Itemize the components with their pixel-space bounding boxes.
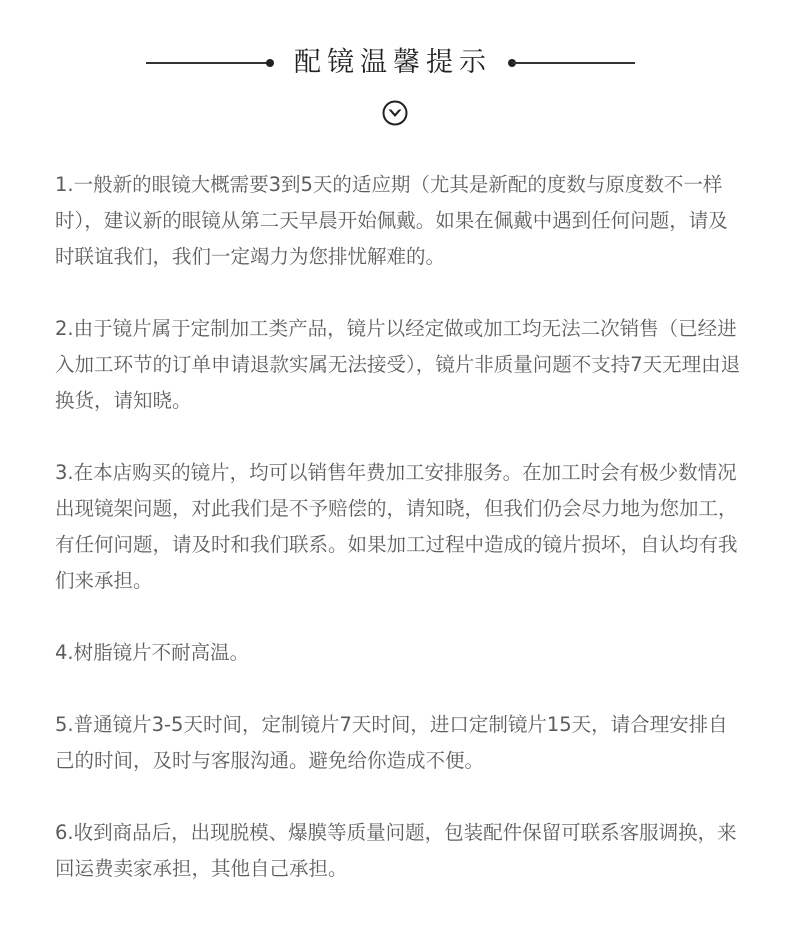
header-dot-left [266,59,274,67]
note-item-3: 3.在本店购买的镜片，均可以销售年费加工安排服务。在加工时会有极少数情况出现镜架问题，对此我们是不予赔偿的，请知晓，但我们仍会尽力地为您加工，有任何问题，请及时和我们联系。如果加工过程中造成的镜片损坏，自认均有我们来承担。 [55,461,738,592]
header-divider-left [146,62,268,64]
note-item-4: 4.树脂镜片不耐高温。 [55,641,250,664]
page-title: 配镜温馨提示 [294,47,492,78]
chevron-down-circle-icon [382,100,408,126]
header-divider-right [513,62,635,64]
notes-list [55,167,745,923]
section-header [0,44,790,84]
note-item-5: 5.普通镜片3-5天时间，定制镜片7天时间，进口定制镜片15天，请合理安排自己的时间，及时与客服沟通。避免给你造成不便。 [55,713,728,772]
note-item-1: 1.一般新的眼镜大概需要3到5天的适应期（尤其是新配的度数与原度数不一样时），建议新的眼镜从第二天早晨开始佩戴。如果在佩戴中遇到任何问题，请及时联谊我们，我们一定竭力为您排忧解难的。 [55,173,728,268]
note-item-2: 2.由于镜片属于定制加工类产品，镜片以经定做或加工均无法二次销售（已经进入加工环节的订单申请退款实属无法接受），镜片非质量问题不支持7天无理由退换货，请知晓。 [55,317,741,412]
note-item-6: 6.收到商品后，出现脱模、爆膜等质量问题，包装配件保留可联系客服调换，来回运费卖家承担，其他自己承担。 [55,821,737,880]
